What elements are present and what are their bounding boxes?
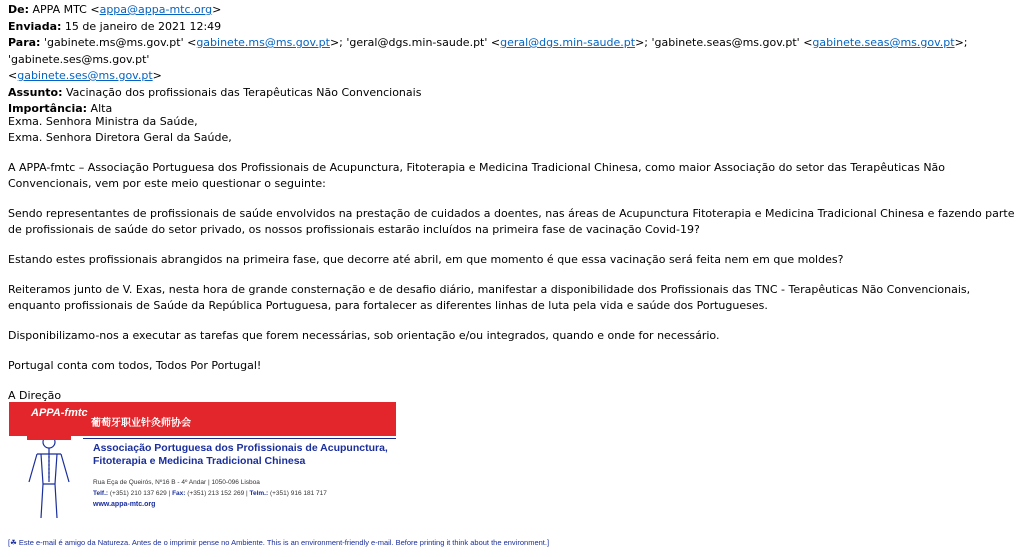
to-recipient-2: >; 'geral@dgs.min-saude.pt' < [329,36,501,49]
tel-label: Telf.: [93,490,109,497]
fax-label: Fax: [172,490,186,497]
sent-value: 15 de janeiro de 2021 12:49 [64,19,222,33]
logo-name: APPA-fmtc [31,407,88,419]
to-recipient-4: >; 'gabinete.ses@ms.gov.pt' [8,36,968,66]
from-row [8,2,1018,19]
signature-logo [9,402,396,520]
from-label: De: [8,3,29,16]
importance-label: Importância: [8,102,88,115]
to-end: > [152,69,162,82]
signoff: A Direção [8,389,62,402]
leaf-icon: [☘ [8,538,17,547]
to-email-link-4[interactable]: gabinete.ses@ms.gov.pt [17,69,153,82]
paragraph-1: A APPA-fmtc – Associação Portuguesa dos Profissionais de Acupunctura, Fitoterapia e Medicina Tradicional Chinesa, como maior Associação do setor das Terapêuticas Não Convencionais, vem por este meio questionar o seguinte: [8,161,946,190]
to-email-link-1[interactable]: gabinete.ms@ms.gov.pt [196,36,330,49]
to-label: Para: [8,36,41,49]
to-recipient-4b: < [8,69,18,82]
human-figure-icon [19,432,79,520]
salutation-2: Exma. Senhora Diretora Geral da Saúde, [8,131,232,144]
email-body [8,114,1016,418]
email-header [8,2,1018,118]
sent-label: Enviada: [8,19,62,33]
website-link[interactable]: www.appa-mtc.org [93,501,156,508]
to-email-link-2[interactable]: geral@dgs.min-saude.pt [500,36,636,49]
from-name: APPA MTC < [32,3,100,16]
to-email-link-3[interactable]: gabinete.seas@ms.gov.pt [812,36,955,49]
eco-footer [8,537,549,548]
eco-footer-text: Este e-mail é amigo da Natureza. Antes de o imprimir pense no Ambiente. This is an environment-friendly e-mail. Before printing it think about the environment.] [18,538,550,547]
contact-details [93,477,393,499]
fax-value: (+351) 213 152 269 | [185,490,250,497]
paragraph-3: Estando estes profissionais abrangidos na primeira fase, que decorre até abril, em que momento é que essa vacinação será feita nem em que moldes? [8,253,844,266]
tel-value: (+351) 210 137 629 | [108,490,173,497]
address: Rua Eça de Queirós, Nº16 B - 4º Andar | 1050-096 Lisboa [93,479,260,486]
logo-chinese-name: 葡萄牙职业针灸师协会 [91,418,191,429]
importance-value: Alta [90,102,113,115]
to-recipient-1: 'gabinete.ms@ms.gov.pt' < [43,36,197,49]
phone-line [93,488,393,499]
paragraph-4: Reiteramos junto de V. Exas, nesta hora de grande consternação e de desafio diário, manifestar a disponibilidade dos Profissionais das TNC - Terapêuticas Não Convencionais, enquanto profissionais de Saúde da República Portuguesa, para fortalecer as diferentes linhas de luta pela vida e saúde dos Portugueses. [8,283,971,312]
full-name-line-2: Fitoterapia e Medicina Tradicional Chinesa [93,455,306,467]
subject-value: Vacinação dos profissionais das Terapêuticas Não Convencionais [65,85,422,99]
to-row [8,35,1018,85]
telm-value: (+351) 916 181 717 [268,490,327,497]
association-full-name [93,442,393,468]
from-email-link[interactable]: appa@appa-mtc.org [99,3,213,16]
paragraph-2: Sendo representantes de profissionais de saúde envolvidos na prestação de cuidados a doentes, nas áreas de Acupunctura Fitoterapia e Medicina Tradicional Chinesa e fazendo parte de profissionais de saúde do setor privado, os nossos profissionais estarão incluídos na primeira fase de vacinação Covid-19? [8,207,1015,236]
subject-row [8,85,1018,102]
full-name-line-1: Associação Portuguesa dos Profissionais de Acupunctura, [93,442,388,454]
from-close: > [212,3,222,16]
paragraph-6: Portugal conta com todos, Todos Por Portugal! [8,359,262,372]
telm-label: Telm.: [249,490,269,497]
logo-divider [83,438,396,439]
salutation-1: Exma. Senhora Ministra da Saúde, [8,115,198,128]
to-recipient-3: >; 'gabinete.seas@ms.gov.pt' < [635,36,813,49]
subject-label: Assunto: [8,85,63,99]
sent-row [8,19,1018,36]
paragraph-5: Disponibilizamo-nos a executar as tarefas que forem necessárias, sob orientação e/ou integrados, quando e onde for necessário. [8,329,720,342]
